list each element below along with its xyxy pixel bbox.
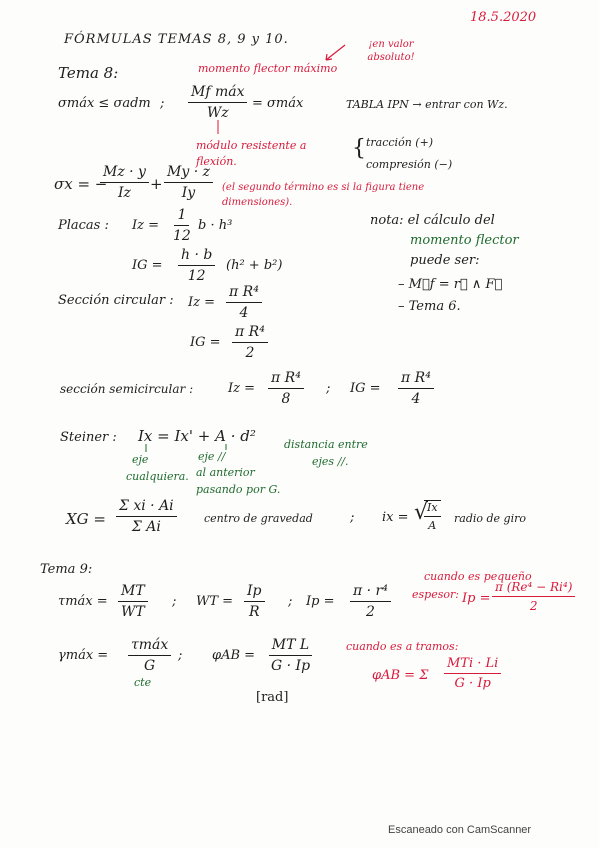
fraction-numerator: Mf máx [188, 84, 247, 103]
fraction-numerator: τmáx [128, 637, 171, 656]
fraction-numerator: π (Re⁴ − Ri⁴) [492, 580, 575, 597]
nota-line-2: momento flector [410, 233, 519, 248]
semicolon: ; [172, 594, 177, 609]
tabla-ipn: TABLA IPN → entrar con Wz. [346, 98, 508, 111]
semicolon: ; [326, 381, 331, 396]
eje-paralelo-3: pasando por G. [196, 483, 281, 496]
eq-sigma-max: = σmáx [252, 96, 304, 111]
gamma-lhs: γmáx = [58, 648, 109, 663]
fraction-denominator: Wz [206, 105, 229, 121]
placas-iz-lhs: Iz = [132, 218, 160, 233]
nota-item-2: – Tema 6. [398, 299, 461, 314]
cte-label: cte [134, 676, 152, 689]
pequeno-espesor-2: espesor: [412, 588, 459, 601]
mf-max-label: momento flector máximo [198, 62, 338, 75]
fraction-numerator: Σ xi · Ai [116, 498, 177, 517]
phi-lhs: φAB = [212, 648, 256, 663]
fraction-numerator: 1 [174, 207, 189, 226]
centro-gravedad: centro de gravedad [204, 512, 313, 525]
fraction-denominator: 12 [187, 268, 206, 284]
sigma-x-lhs: σx = − [54, 175, 108, 193]
modulo-resistente-label: módulo resistente a flexión. [196, 139, 307, 168]
tau-lhs: τmáx = [58, 594, 108, 609]
fraction-denominator: G · Ip [454, 676, 491, 691]
fraction-denominator: 12 [173, 228, 191, 244]
traccion: tracción (+) [366, 136, 434, 149]
phi-sum-lhs: φAB = Σ [372, 668, 429, 683]
eje-paralelo-1: eje // [198, 450, 226, 463]
eje-cualquiera-2: cualquiera. [126, 470, 189, 483]
compresion: compresión (−) [366, 158, 453, 171]
nota-line-3: puede ser: [410, 253, 480, 268]
fraction-numerator: π R⁴ [398, 370, 434, 389]
fraction-denominator: 4 [239, 305, 249, 321]
radio-giro: radio de giro [454, 512, 526, 525]
page-title: FÓRMULAS TEMAS 8, 9 y 10. [64, 32, 289, 47]
radio-lhs: ix = [382, 510, 409, 525]
fraction-denominator: 2 [529, 599, 538, 613]
fraction-numerator: MT L [269, 637, 312, 656]
fraction-numerator: My · z [164, 164, 213, 183]
fraction-numerator: MTi · Li [444, 656, 501, 674]
tramos-label: cuando es a tramos: [346, 640, 459, 653]
fraction-numerator: π · r⁴ [350, 583, 391, 602]
placas-ig-rhs: (h² + b²) [226, 258, 283, 273]
fraction-denominator: WT [121, 604, 145, 620]
fraction-denominator: 2 [365, 604, 375, 620]
fraction-denominator: Σ Ai [131, 519, 161, 535]
distancia-2: ejes //. [312, 455, 349, 468]
fraction-numerator: Mz · y [100, 164, 149, 183]
semi-ig-lhs: IG = [350, 381, 381, 396]
steiner-equation: Ix = Ix' + A · d² [138, 427, 256, 445]
steiner-label: Steiner : [60, 430, 117, 445]
semicolon: ; [350, 510, 355, 525]
circ-ig-lhs: IG = [190, 335, 221, 350]
ip-thin-lhs: Ip = [462, 591, 491, 606]
sqrt-sign: √ [414, 500, 429, 525]
brace: { [352, 136, 366, 161]
fraction-denominator: A [428, 519, 437, 532]
note-second-term: (el segundo término es si la figura tiene dimensiones). [222, 182, 425, 208]
date: 18.5.2020 [470, 10, 537, 25]
xg-lhs: XG = [66, 510, 106, 528]
fraction-numerator: Ip [244, 583, 265, 602]
wt-lhs: WT = [196, 594, 234, 609]
pequeno-espesor-1: cuando es pequeño [424, 570, 532, 583]
fraction-denominator: 4 [411, 391, 421, 407]
nota-line-1: nota: el cálculo del [370, 213, 495, 228]
fraction-numerator: π R⁴ [226, 284, 262, 303]
nota-item-1: – M⃗f = r⃗ ∧ F⃗ [398, 277, 503, 292]
semicolon: ; [178, 648, 183, 663]
fraction-denominator: 2 [245, 345, 255, 361]
fraction-numerator: MT [118, 583, 148, 602]
fraction-denominator: R [248, 604, 260, 620]
placas-iz-rhs: b · h³ [198, 218, 233, 233]
fraction-denominator: G [144, 658, 156, 674]
tema8-heading: Tema 8: [58, 64, 119, 82]
circular-label: Sección circular : [58, 293, 174, 308]
distancia-1: distancia entre [284, 438, 368, 451]
eje-paralelo-2: al anterior [196, 466, 255, 479]
fraction-numerator: Ix [424, 501, 441, 517]
placas-ig-lhs: IG = [132, 258, 163, 273]
semicolon: ; [160, 96, 165, 111]
semicircular-label: sección semicircular : [60, 382, 194, 396]
scanner-watermark: Escaneado con CamScanner [388, 824, 532, 836]
ip-lhs: Ip = [306, 594, 335, 609]
semi-iz-lhs: Iz = [228, 381, 256, 396]
tema9-heading: Tema 9: [40, 562, 93, 577]
fraction-denominator: Iz [118, 185, 131, 201]
plus-sign: + [150, 175, 163, 193]
fraction-numerator: π R⁴ [232, 324, 268, 343]
rad-units: [rad] [256, 690, 289, 705]
note-absolute-value: ¡en valor absoluto! [367, 39, 415, 63]
fraction-denominator: 8 [281, 391, 291, 407]
fraction-denominator: Iy [181, 185, 196, 201]
circ-iz-lhs: Iz = [188, 295, 216, 310]
eje-cualquiera-1: eje [132, 453, 149, 466]
placas-label: Placas : [58, 218, 109, 233]
semicolon: ; [288, 594, 293, 609]
fraction-numerator: π R⁴ [268, 370, 304, 389]
sigma-condition: σmáx ≤ σadm [58, 96, 151, 111]
fraction-denominator: G · Ip [271, 658, 311, 674]
fraction-numerator: h · b [178, 247, 215, 266]
